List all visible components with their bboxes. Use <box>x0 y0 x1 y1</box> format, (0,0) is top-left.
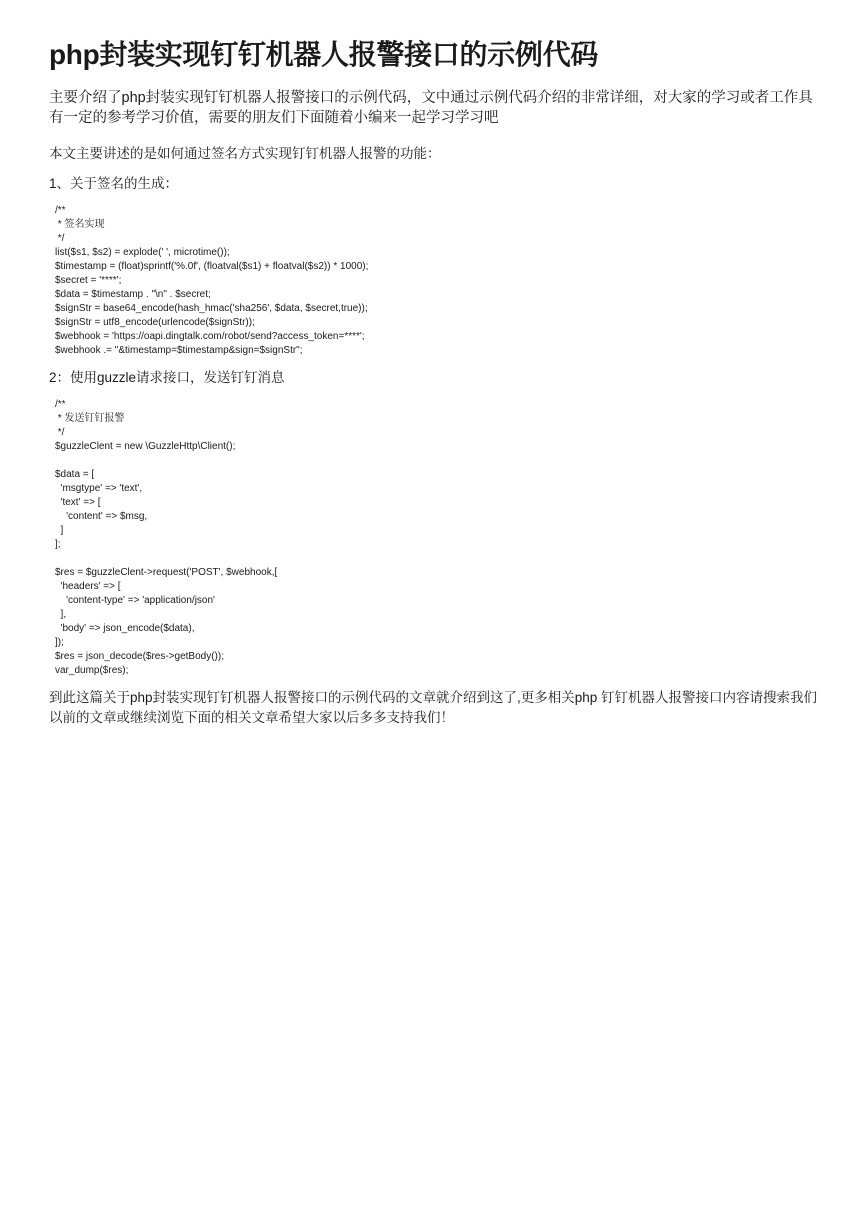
article-outro: 到此这篇关于php封装实现钉钉机器人报警接口的示例代码的文章就介绍到这了,更多相关php 钉钉机器人报警接口内容请搜索我们以前的文章或继续浏览下面的相关文章希望大家以后多多支持我们！ <box>49 690 818 725</box>
code-line: 'text' => [ <box>55 497 101 508</box>
code-line: list($s1, $s2) = explode(' ', microtime()); <box>55 247 230 258</box>
code-line: $signStr = base64_encode(hash_hmac('sha256', $data, $secret,true)); <box>55 303 368 314</box>
code-line: ]); <box>55 637 64 648</box>
code-line: $guzzleClent = new \GuzzleHttp\Client(); <box>55 441 236 452</box>
article <box>49 36 821 728</box>
code-line: 'headers' => [ <box>55 581 121 592</box>
code-line: $res = $guzzleClent->request('POST', $webhook,[ <box>55 567 278 578</box>
code-block-signature <box>55 204 821 358</box>
code-line: /** <box>55 205 66 216</box>
code-line: ] <box>55 525 64 536</box>
code-line: var_dump($res); <box>55 665 129 676</box>
code-line: 'content-type' => 'application/json' <box>55 595 215 606</box>
section2-heading: 2：使用guzzle请求接口，发送钉钉消息 <box>49 370 285 385</box>
code-line: 'body' => json_encode($data), <box>55 623 195 634</box>
article-lead: 本文主要讲述的是如何通过签名方式实现钉钉机器人报警的功能： <box>49 146 441 161</box>
code-line: * 签名实现 <box>55 219 105 230</box>
code-line: $data = [ <box>55 469 95 480</box>
code-line: 'content' => $msg, <box>55 511 148 522</box>
code-block-send-alert <box>55 398 821 678</box>
code-line: $signStr = utf8_encode(urlencode($signStr)); <box>55 317 255 328</box>
code-line: ], <box>55 609 67 620</box>
code-line <box>55 454 821 468</box>
code-line <box>55 552 821 566</box>
code-line: $webhook .= "&timestamp=$timestamp&sign=$signStr"; <box>55 345 303 356</box>
code-line: */ <box>55 233 65 244</box>
code-line: */ <box>55 427 65 438</box>
article-title: php封装实现钉钉机器人报警接口的示例代码 <box>49 39 599 70</box>
article-intro: 主要介绍了php封装实现钉钉机器人报警接口的示例代码，文中通过示例代码介绍的非常详细，对大家的学习或者工作具有一定的参考学习价值，需要的朋友们下面随着小编来一起学习学习吧 <box>49 90 813 126</box>
code-line: $data = $timestamp . "\n" . $secret; <box>55 289 211 300</box>
code-line: $res = json_decode($res->getBody()); <box>55 651 224 662</box>
code-line: 'msgtype' => 'text', <box>55 483 143 494</box>
code-line: /** <box>55 399 66 410</box>
section1-heading: 1、关于签名的生成： <box>49 176 179 191</box>
code-line: ]; <box>55 539 61 550</box>
code-line: $secret = '****'; <box>55 275 122 286</box>
code-line: * 发送钉钉报警 <box>55 413 125 424</box>
code-line: $timestamp = (float)sprintf('%.0f', (floatval($s1) + floatval($s2)) * 1000); <box>55 261 369 272</box>
code-line: $webhook = 'https://oapi.dingtalk.com/robot/send?access_token=****'; <box>55 331 365 342</box>
